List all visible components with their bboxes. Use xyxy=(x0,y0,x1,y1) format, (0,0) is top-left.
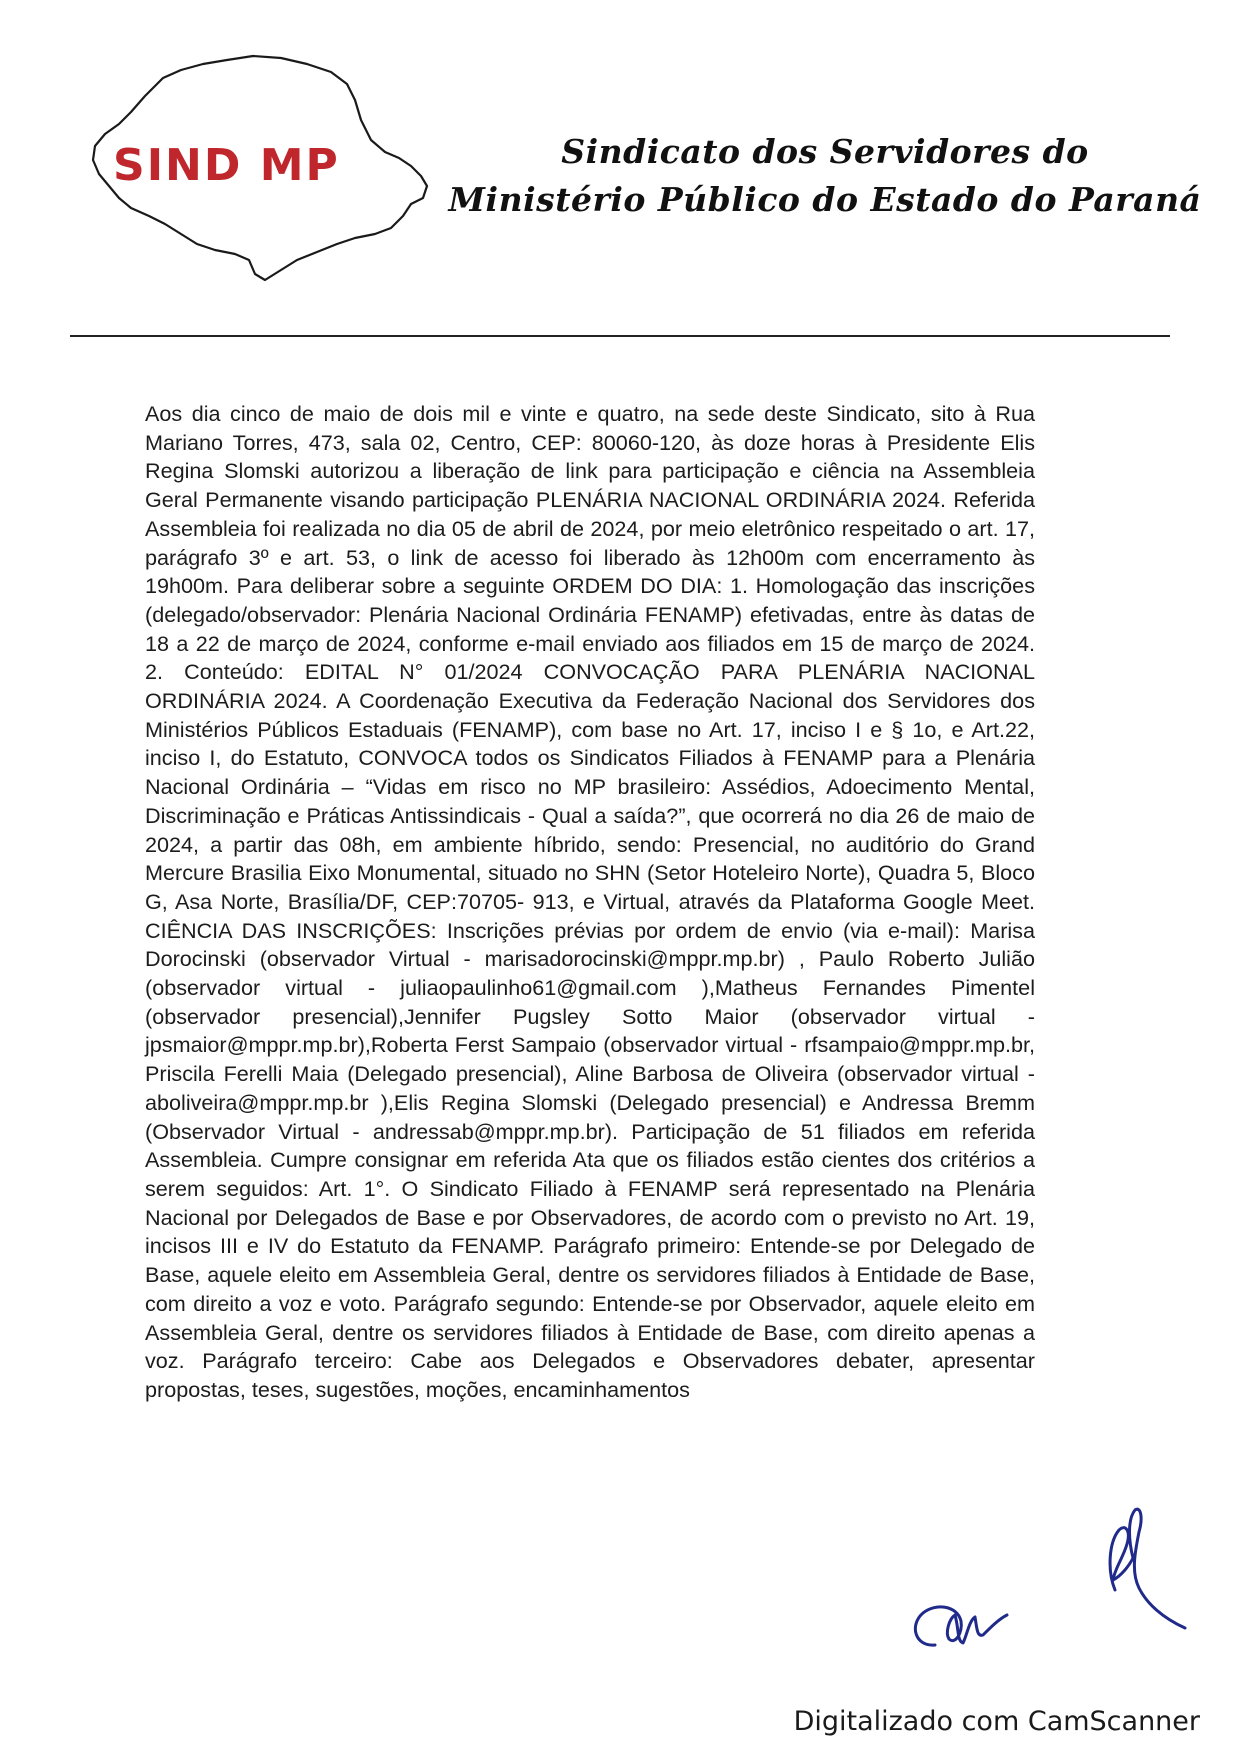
logo-text: SIND MP xyxy=(113,140,340,191)
header-divider xyxy=(70,335,1170,337)
parana-map-outline-icon xyxy=(85,48,430,288)
organization-name-line1: Sindicato dos Servidores do xyxy=(561,132,1089,171)
camscanner-watermark: Digitalizado com CamScanner xyxy=(793,1706,1200,1737)
minutes-body xyxy=(145,400,1035,1405)
signature-initials-1 xyxy=(905,1575,1015,1670)
minutes-paragraph: Aos dia cinco de maio de dois mil e vinte e quatro, na sede deste Sindicato, sito à Rua Mariano Torres, 473, sala 02, Centro, CEP: 80060-120, às doze horas à Presidente Elis Regina Slomski autorizou a liberação de link para participação e ciência na Assembleia Geral Permanente visando participação PLENÁRIA NACIONAL ORDINÁRIA 2024. Referida Assembleia foi realizada no dia 05 de abril de 2024, por meio eletrônico respeitado o art. 17, parágrafo 3º e art. 53, o link de acesso foi liberado às 12h00m com encerramento às 19h00m. Para deliberar sobre a seguinte ORDEM DO DIA: 1. Homologação das inscrições (delegado/observador: Plenária Nacional Ordinária FENAMP) efetivadas, entre às datas de 18 a 22 de março de 2024, conforme e-mail enviado aos filiados em 15 de março de 2024. 2. Conteúdo: EDITAL N° 01/2024 CONVOCAÇÃO PARA PLENÁRIA NACIONAL ORDINÁRIA 2024. A Coordenação Executiva da Federação Nacional dos Servidores dos Ministérios Públicos Estaduais (FENAMP), com base no Art. 17, inciso I e § 1o, e Art.22, inciso I, do Estatuto, CONVOCA todos os Sindicatos Filiados à FENAMP para a Plenária Nacional Ordinária – “Vidas em risco no MP brasileiro: Assédios, Adoecimento Mental, Discriminação e Práticas Antissindicais - Qual a saída?”, que ocorrerá no dia 26 de maio de 2024, a partir das 08h, em ambiente híbrido, sendo: Presencial, no auditório do Grand Mercure Brasilia Eixo Monumental, situado no SHN (Setor Hoteleiro Norte), Quadra 5, Bloco G, Asa Norte, Brasília/DF, CEP:70705- 913, e Virtual, através da Plataforma Google Meet. CIÊNCIA DAS INSCRIÇÕES: Inscrições prévias por ordem de envio (via e-mail): Marisa Dorocinski (observador Virtual - marisadorocinski@mppr.mp.br) , Paulo Roberto Julião (observador virtual - juliaopaulinho61@gmail.com ),Matheus Fernandes Pimentel (observador presencial),Jennifer Pugsley Sotto Maior (observador virtual - jpsmaior@mppr.mp.br),Roberta Ferst Sampaio (observador virtual - rfsampaio@mppr.mp.br, Priscila Ferelli Maia (Delegado presencial), Aline Barbosa de Oliveira (observador virtual - aboliveira@mppr.mp.br ),Elis Regina Slomski (Delegado presencial) e Andressa Bremm (Observador Virtual - andressab@mppr.mp.br). Participação de 51 filiados em referida Assembleia. Cumpre consignar em referida Ata que os filiados estão cientes dos critérios a serem seguidos: Art. 1°. O Sindicato Filiado à FENAMP será representado na Plenária Nacional por Delegados de Base e por Observadores, de acordo com o previsto no Art. 19, incisos III e IV do Estatuto da FENAMP. Parágrafo primeiro: Entende-se por Delegado de Base, aquele eleito em Assembleia Geral, dentre os servidores filiados à Entidade de Base, com direito a voz e voto. Parágrafo segundo: Entende-se por Observador, aquele eleito em Assembleia Geral, dentre os servidores filiados à Entidade de Base, com direito apenas a voz. Parágrafo terceiro: Cabe aos Delegados e Observadores debater, apresentar propostas, teses, sugestões, moções, encaminhamentos xyxy=(145,401,1035,1402)
sindmp-logo xyxy=(85,48,430,288)
handwritten-signature-icon xyxy=(1085,1500,1195,1635)
organization-name-line2: Ministério Público do Estado do Paraná xyxy=(448,180,1202,219)
signature-initials-2 xyxy=(1085,1500,1195,1635)
organization-name xyxy=(430,128,1220,224)
handwritten-signature-icon xyxy=(905,1575,1015,1670)
